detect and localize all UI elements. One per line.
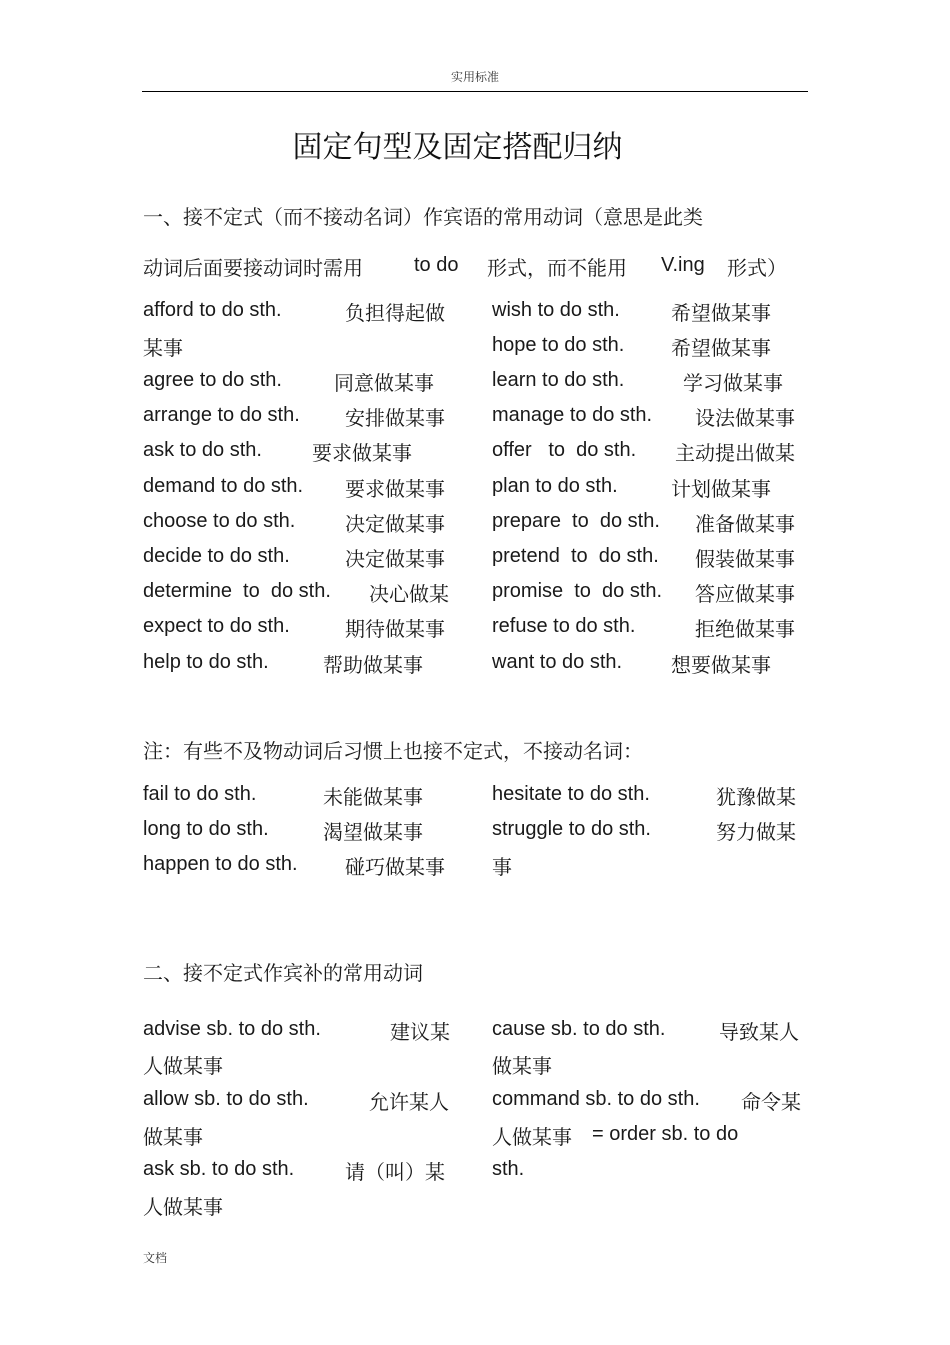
list-item-en: help to do sth.: [143, 651, 269, 673]
note-text: 注：有些不及物动词后习惯上也接不定式，不接动名词：: [143, 739, 643, 763]
list-item-en: advise sb. to do sth.: [143, 1018, 321, 1040]
list-item-cn: 做某事: [143, 1125, 203, 1149]
list-item-cn: 安排做某事: [345, 406, 445, 430]
list-item-cn: 人做某事: [492, 1125, 572, 1149]
list-item-cn: 想要做某事: [671, 653, 771, 677]
list-item-cn: 计划做某事: [671, 477, 771, 501]
list-item-cn: 主动提出做某: [675, 441, 795, 465]
list-item-en: plan to do sth.: [492, 475, 618, 497]
list-item-cn: 决心做某: [369, 582, 449, 606]
list-item-cn: 帮助做某事: [323, 653, 423, 677]
list-item-cn: 期待做某事: [345, 617, 445, 641]
section1-heading-todo: to do: [414, 254, 459, 276]
list-item-en: refuse to do sth.: [492, 615, 636, 637]
list-item-en: promise to do sth.: [492, 580, 663, 602]
list-item-cn: 建议某: [390, 1020, 450, 1044]
section1-heading-line1: 一、接不定式（而不接动名词）作宾语的常用动词（意思是此类: [143, 205, 703, 229]
list-item-en: learn to do sth.: [492, 369, 625, 391]
list-item-en: demand to do sth.: [143, 475, 304, 497]
list-item-en: allow sb. to do sth.: [143, 1088, 309, 1110]
list-item-cn: 同意做某事: [334, 371, 434, 395]
list-item-en: expect to do sth.: [143, 615, 290, 637]
list-item-cn: 要求做某事: [345, 477, 445, 501]
list-item-cn: 设法做某事: [695, 406, 795, 430]
list-item-cn: 希望做某事: [671, 301, 771, 325]
list-item-cn: 请（叫）某: [345, 1160, 445, 1184]
header-rule: [142, 91, 808, 92]
list-item-cn: 努力做某: [716, 820, 796, 844]
list-item-cn: 犹豫做某: [716, 785, 796, 809]
list-item-cn: 做某事: [492, 1054, 552, 1078]
list-item-en: agree to do sth.: [143, 369, 282, 391]
list-item-en: wish to do sth.: [492, 299, 620, 321]
list-item-en: arrange to do sth.: [143, 404, 300, 426]
list-item-cn: 某事: [143, 336, 183, 360]
list-item-en: pretend to do sth.: [492, 545, 659, 567]
list-item-en: cause sb. to do sth.: [492, 1018, 666, 1040]
list-item-cn: 未能做某事: [323, 785, 423, 809]
list-item-en: hope to do sth.: [492, 334, 625, 356]
list-item-cn: 准备做某事: [695, 512, 795, 536]
list-item-cn: 命令某: [741, 1090, 801, 1114]
list-item-cn: 人做某事: [143, 1054, 223, 1078]
list-item-cn: 碰巧做某事: [345, 855, 445, 879]
list-item-en: ask to do sth.: [143, 439, 262, 461]
list-item-en: determine to do sth.: [143, 580, 331, 602]
section1-heading-ving: V.ing: [661, 254, 705, 276]
list-item-en: choose to do sth.: [143, 510, 296, 532]
section2-heading: 二、接不定式作宾补的常用动词: [143, 961, 423, 985]
list-item-en: long to do sth.: [143, 818, 269, 840]
list-item-en: sth.: [492, 1158, 525, 1180]
list-item-en: command sb. to do sth.: [492, 1088, 700, 1110]
list-item-cn: 希望做某事: [671, 336, 771, 360]
list-item-cn: 答应做某事: [695, 582, 795, 606]
section1-heading-line2-part1: 动词后面要接动词时需用: [143, 256, 363, 280]
list-item-cn: 渴望做某事: [323, 820, 423, 844]
document-title: 固定句型及固定搭配归纳: [292, 130, 623, 165]
list-item-cn: 允许某人: [369, 1090, 449, 1114]
list-item-cn: 决定做某事: [345, 547, 445, 571]
list-item-en: fail to do sth.: [143, 783, 257, 805]
list-item-cn: 拒绝做某事: [695, 617, 795, 641]
list-item-cn: 假装做某事: [695, 547, 795, 571]
list-item-en: = order sb. to do: [592, 1123, 739, 1145]
list-item-cn: 学习做某事: [683, 371, 783, 395]
list-item-cn: 导致某人: [719, 1020, 799, 1044]
list-item-en: happen to do sth.: [143, 853, 298, 875]
page-header: 实用标准: [450, 70, 499, 84]
section1-heading-line2-part2: 形式，而不能用: [487, 256, 627, 280]
list-item-cn: 要求做某事: [312, 441, 412, 465]
list-item-en: hesitate to do sth.: [492, 783, 650, 805]
list-item-en: struggle to do sth.: [492, 818, 651, 840]
list-item-en: ask sb. to do sth.: [143, 1158, 295, 1180]
list-item-en: want to do sth.: [492, 651, 623, 673]
list-item-cn: 人做某事: [143, 1195, 223, 1219]
page-footer: 文档: [143, 1251, 168, 1265]
section1-heading-line2-part3: 形式）: [727, 256, 787, 280]
list-item-en: manage to do sth.: [492, 404, 653, 426]
list-item-en: decide to do sth.: [143, 545, 290, 567]
list-item-cn: 决定做某事: [345, 512, 445, 536]
list-item-en: afford to do sth.: [143, 299, 282, 321]
list-item-en: prepare to do sth.: [492, 510, 660, 532]
list-item-cn: 事: [492, 855, 512, 879]
list-item-en: offer to do sth.: [492, 439, 637, 461]
list-item-cn: 负担得起做: [345, 301, 445, 325]
